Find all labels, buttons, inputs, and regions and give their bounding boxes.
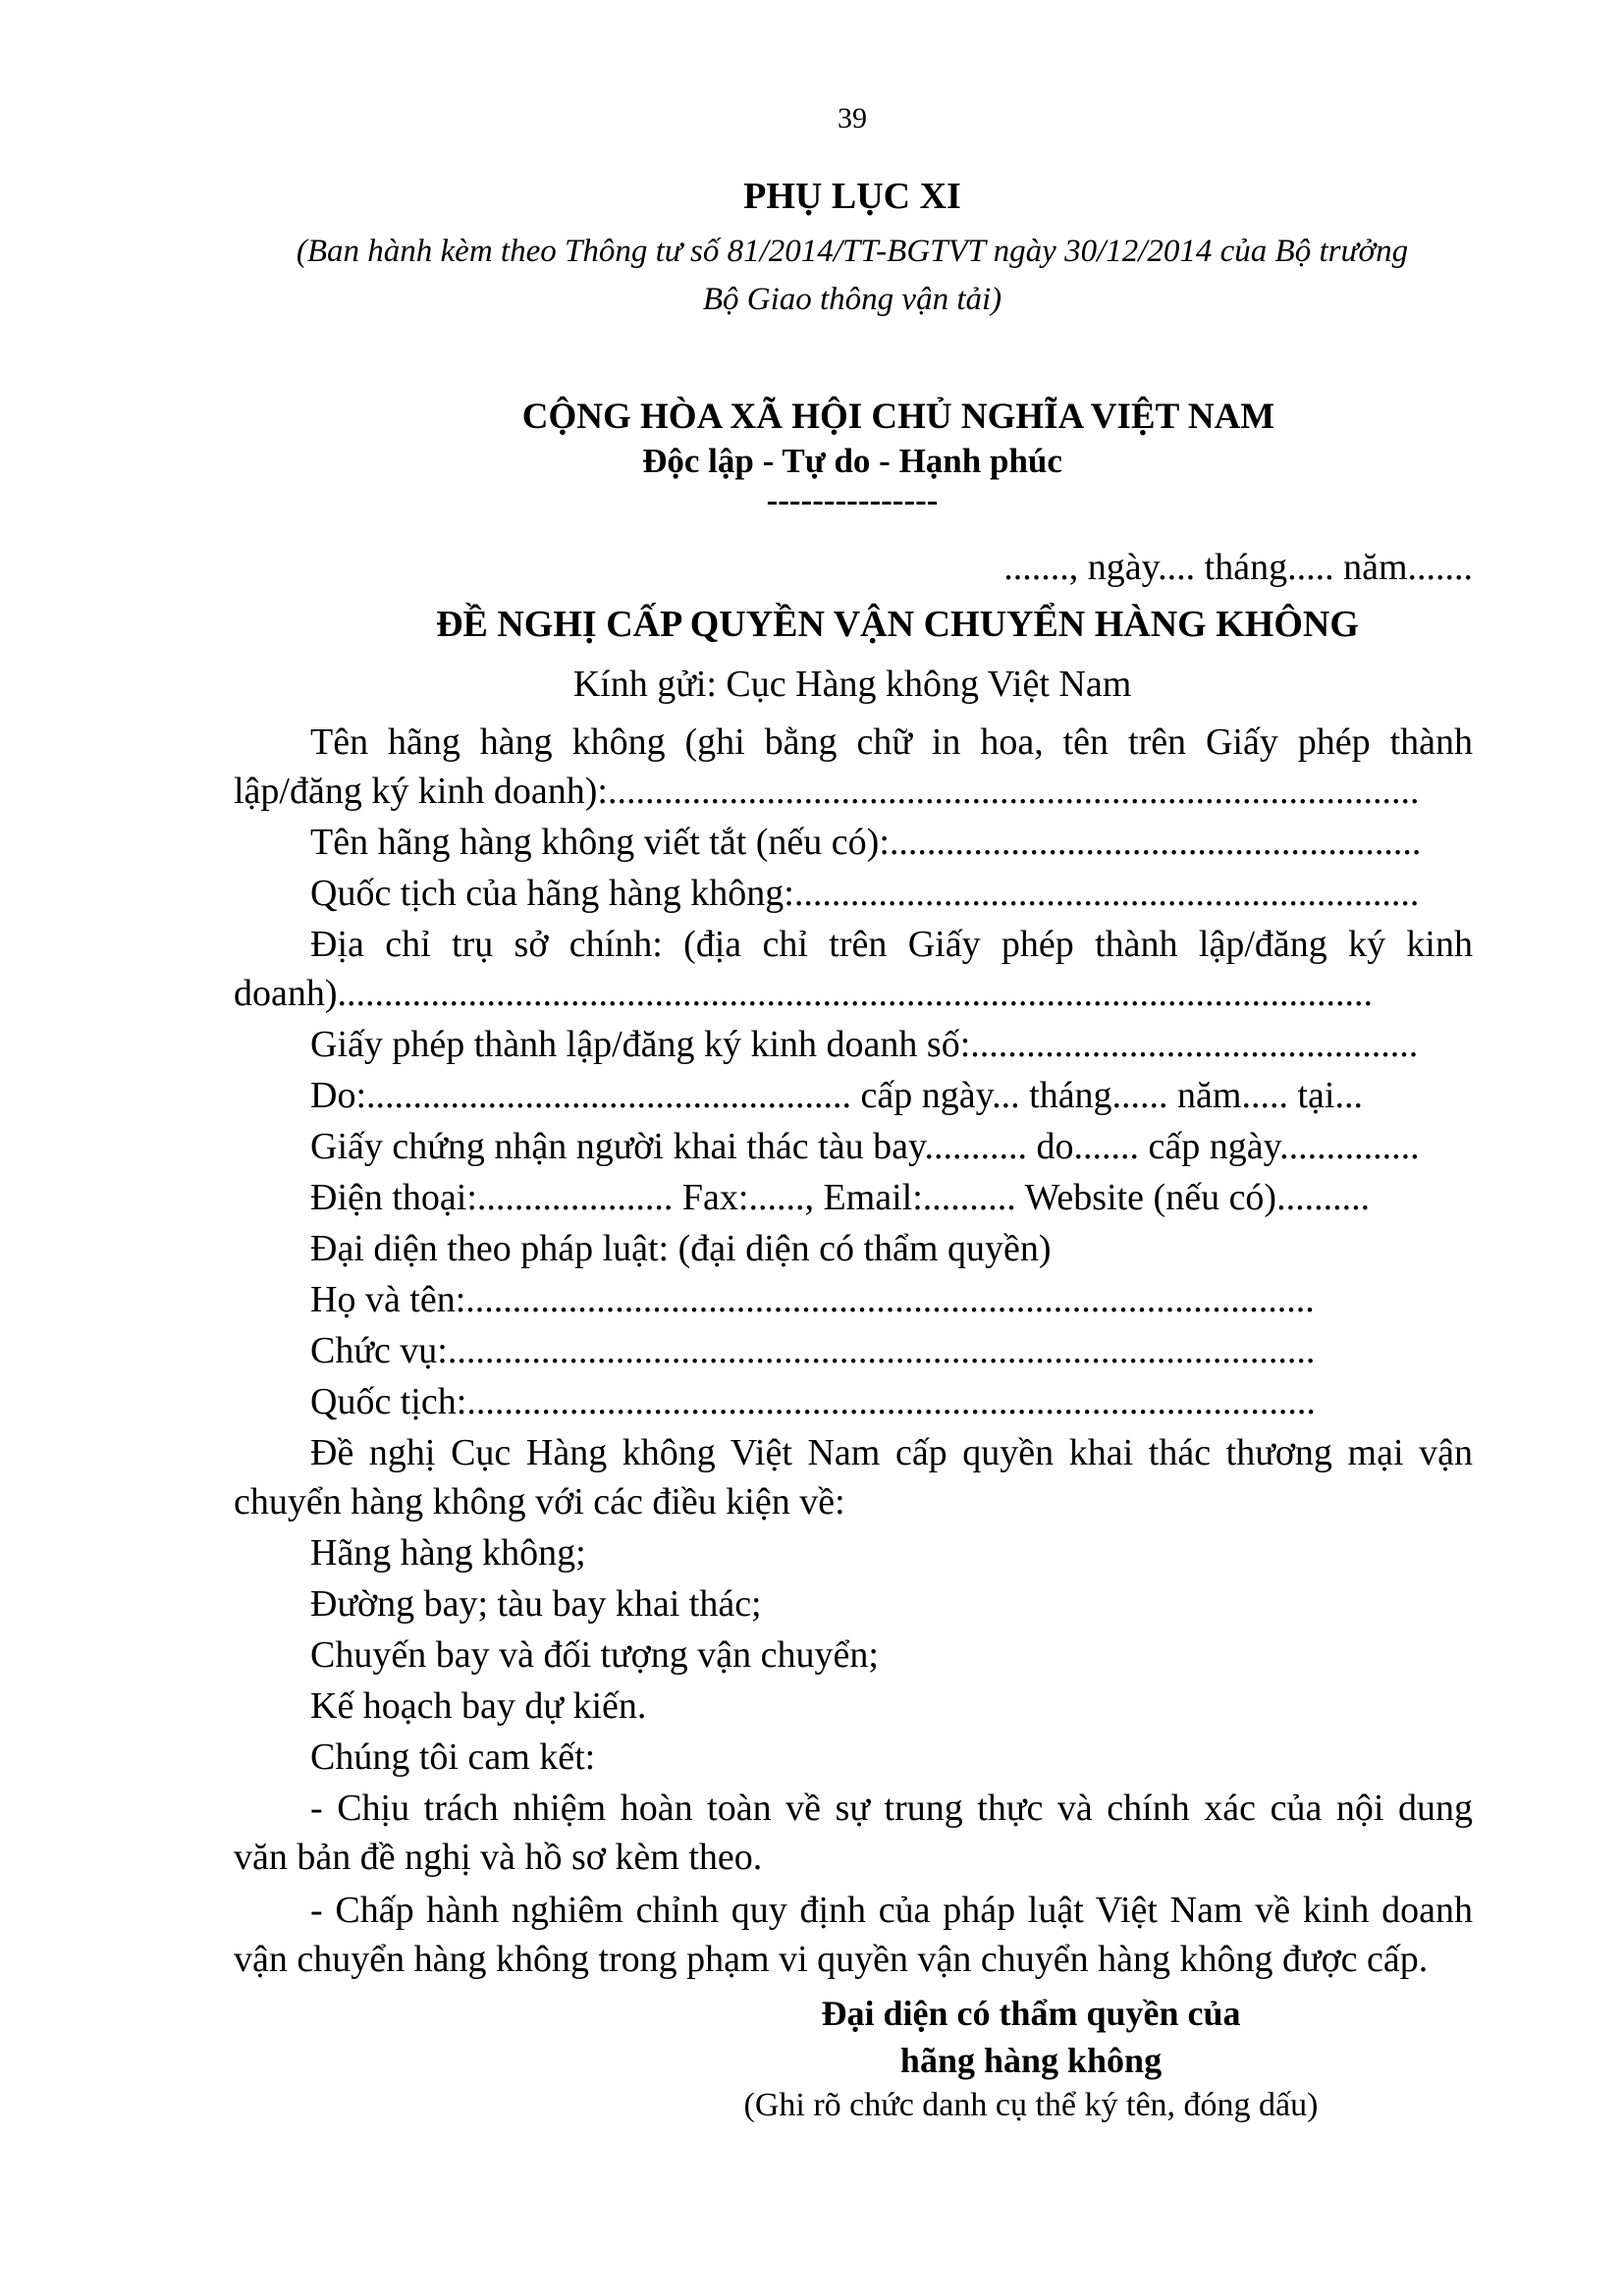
recipient: Kính gửi: Cục Hàng không Việt Nam	[572, 664, 1132, 705]
condition-item: Chuyến bay và đối tượng vận chuyển;	[310, 1634, 879, 1676]
commitment-item2-line1: - Chấp hành nghiêm chỉnh quy định của pháp luật Việt Nam về kinh doanh	[310, 1890, 1473, 1931]
appendix-subtitle-line1: (Ban hành kèm theo Thông tư số 81/2014/TT-BGTVT ngày 30/12/2014 của Bộ trưởng	[296, 234, 1409, 269]
address-line2: doanh)...............................................................................................................	[234, 973, 1374, 1014]
nation-header: CỘNG HÒA XÃ HỘI CHỦ NGHĨA VIỆT NAM	[521, 397, 1275, 437]
signature-title-line2: hãng hàng không	[899, 2041, 1163, 2080]
condition-item: Kế hoạch bay dự kiến.	[310, 1685, 647, 1727]
form-title: ĐỀ NGHỊ CẤP QUYỀN VẬN CHUYỂN HÀNG KHÔNG	[436, 604, 1359, 645]
commitment-item2-line2: vận chuyển hàng không trong phạm vi quyền vận chuyển hàng không được cấp.	[234, 1939, 1429, 1980]
condition-item: Hãng hàng không;	[310, 1532, 586, 1574]
condition-item: Đường bay; tàu bay khai thác;	[310, 1583, 762, 1625]
commitment-heading: Chúng tôi cam kết:	[310, 1736, 596, 1778]
full-name-field: Họ và tên:...........................................................................................	[310, 1279, 1315, 1320]
airline-name-line1: Tên hãng hàng không (ghi bằng chữ in hoa, tên trên Giấy phép thành	[310, 721, 1473, 763]
issued-by-field: Do:.................................................... cấp ngày... tháng...... năm..... tại...	[310, 1075, 1363, 1116]
commitment-item1-line2: văn bản đề nghị và hồ sơ kèm theo.	[234, 1837, 763, 1878]
appendix-subtitle-line2: Bộ Giao thông vận tải)	[702, 282, 1002, 317]
page-number: 39	[838, 102, 867, 134]
motto: Độc lập - Tự do - Hạnh phúc	[642, 442, 1062, 480]
appendix-title: PHỤ LỤC XI	[743, 176, 961, 217]
aoc-field: Giấy chứng nhận người khai thác tàu bay........... do....... cấp ngày...............	[310, 1126, 1420, 1167]
license-number-field: Giấy phép thành lập/đăng ký kinh doanh số:................................................	[310, 1024, 1419, 1065]
header-rule: ---------------	[766, 481, 939, 519]
date-line: ......., ngày.... tháng..... năm.......	[1003, 547, 1473, 588]
address-line1: Địa chỉ trụ sở chính: (địa chỉ trên Giấy phép thành lập/đăng ký kinh	[310, 924, 1473, 965]
airline-nationality-field: Quốc tịch của hãng hàng không:...................................................................	[310, 873, 1420, 914]
short-name-field: Tên hãng hàng không viết tắt (nếu có):.........................................................	[310, 822, 1422, 863]
airline-name-line2: lập/đăng ký kinh doanh):.......................................................................................	[234, 771, 1420, 812]
representative-nationality-field: Quốc tịch:...........................................................................................	[310, 1381, 1316, 1422]
position-field: Chức vụ:.............................................................................................	[310, 1330, 1316, 1371]
signature-note: (Ghi rõ chức danh cụ thể ký tên, đóng dấu)	[743, 2087, 1319, 2123]
legal-representative-label: Đại diện theo pháp luật: (đại diện có thẩm quyền)	[310, 1228, 1052, 1269]
request-line2: chuyển hàng không với các điều kiện về:	[234, 1481, 845, 1522]
commitment-item1-line1: - Chịu trách nhiệm hoàn toàn về sự trung thực và chính xác của nội dung	[310, 1788, 1473, 1829]
signature-title-line1: Đại diện có thẩm quyền của	[821, 1994, 1241, 2033]
contact-field: Điện thoại:..................... Fax:......, Email:.......... Website (nếu có)..........	[310, 1177, 1371, 1218]
request-line1: Đề nghị Cục Hàng không Việt Nam cấp quyền khai thác thương mại vận	[310, 1432, 1473, 1473]
